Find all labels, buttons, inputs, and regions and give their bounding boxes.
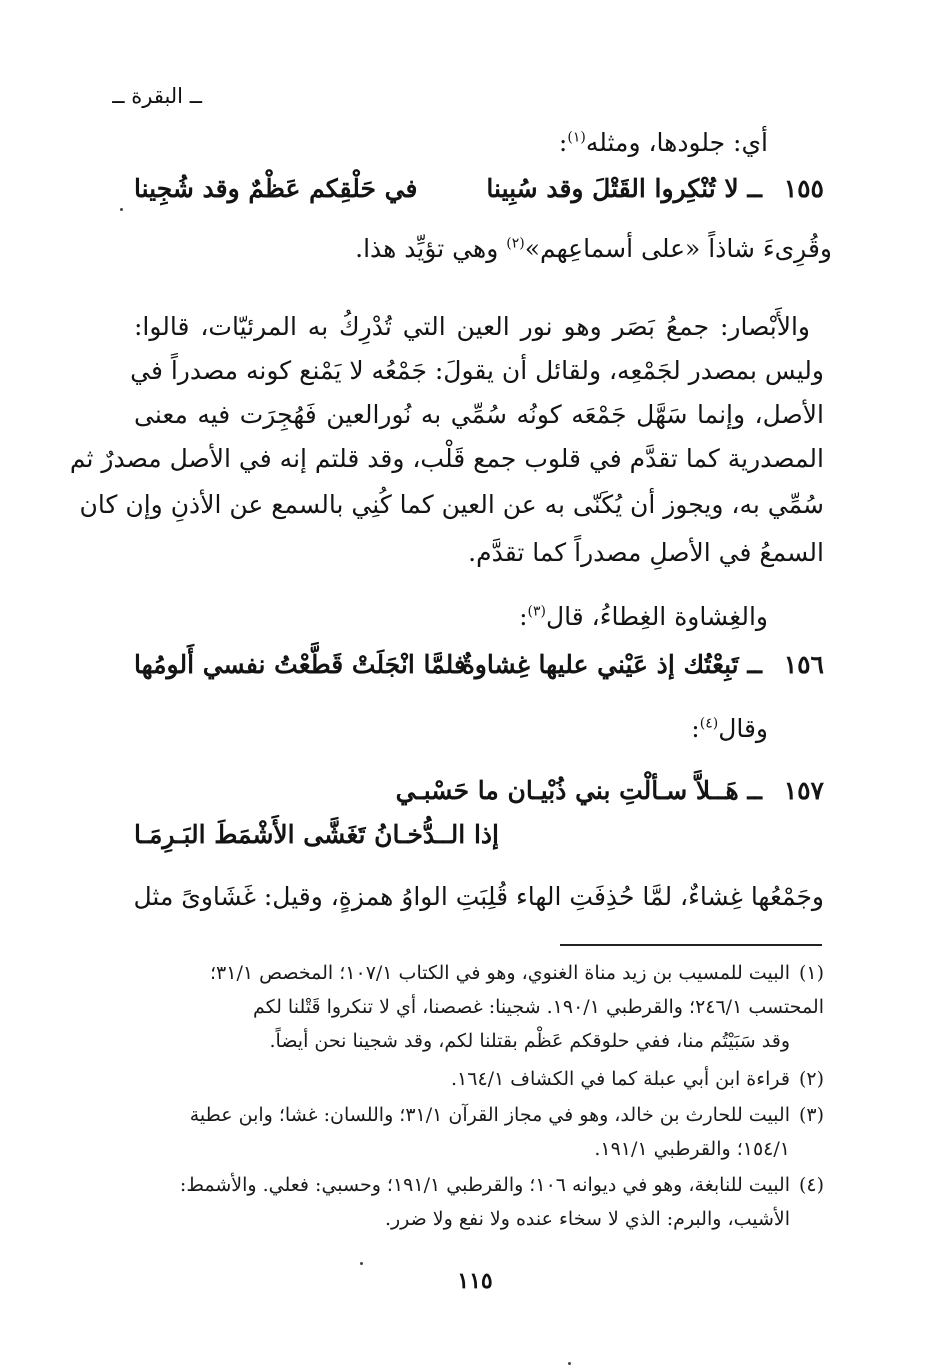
footnote-1-number: (١) — [798, 962, 824, 984]
qala-colon: : — [691, 714, 700, 743]
verse-157-first-line — [396, 774, 824, 808]
paragraph-line: وليس بمصدر لجَمْعِه، ولقائل أن يقولَ: جَمْعُه لا يَمْنع كونه مصدراً في — [130, 356, 824, 385]
paragraph-line: المصدرية كما تقدَّم في قلوب جمع قَلْب، وقد قلتم إنه في الأصل مصدرٌ ثم — [69, 444, 824, 473]
reading-note-end: وهي تؤيِّد هذا. — [355, 234, 499, 263]
footnote-4-number: (٤) — [798, 1174, 824, 1196]
page-number: ١١٥ — [457, 1268, 493, 1294]
running-header: ــ البقرة ــ — [112, 84, 202, 108]
footnote-4-text: البيت للنابغة، وهو في ديوانه ١٠٦؛ والقرطبي ١٩١/١؛ وحسبي: فعلي. والأشمط: — [179, 1174, 790, 1196]
scan-speck — [120, 208, 123, 211]
scan-speck — [568, 1362, 571, 1365]
verse-155-first-hemistich: ــ لا تُنْكِروا القَتْلَ وقد سُبِينا — [486, 174, 762, 203]
reading-note-line — [355, 232, 832, 266]
footnote-3-text: البيت للحارث بن خالد، وهو في مجاز القرآن ٣١/١؛ واللسان: غشا؛ وابن عطية — [189, 1104, 790, 1126]
verse-157-second-hemistich: إذا الــدُّخـانُ تَغَشَّى الأَشْمَطَ البَـرِمَـا — [134, 820, 499, 849]
footnote-3-number: (٣) — [798, 1104, 824, 1126]
footnote-2-line-1 — [451, 1064, 824, 1094]
scan-speck — [360, 1262, 363, 1265]
footnote-4-line-2: الأشيب، والبرم: الذي لا سخاء عنده ولا نفع ولا ضرر. — [384, 1208, 790, 1230]
intro-line — [559, 126, 768, 160]
footnote-ref-1[interactable]: (١) — [567, 129, 586, 146]
footnote-2-number: (٢) — [798, 1068, 824, 1090]
footnote-3-line-2: ١٥٤/١؛ والقرطبي ١٩١/١. — [594, 1138, 790, 1160]
reading-note-text: وقُرِىءَ شاذاً «على أسماعِهم» — [524, 234, 832, 263]
verse-155 — [134, 172, 824, 206]
qala-line — [691, 712, 768, 746]
footnote-1-text: البيت للمسيب بن زيد مناة الغنوي، وهو في الكتاب ١٠٧/١؛ المخصص ٣١/١؛ — [210, 962, 790, 984]
paragraph-line: الأصل، وإنما سَهَّل جَمْعَه كونُه سُمِّي به نُورالعين فَهُجِرَت فيه معنى — [134, 400, 824, 429]
paragraph-line: سُمِّي به، ويجوز أن يُكَنّى به عن العين كما كُنِي بالسمع عن الأذنِ وإن كان — [79, 490, 824, 519]
verse-156-second-hemistich: فلمَّا انْجَلَتْ قَطَّعْتُ نفسي أَلومُها — [134, 650, 466, 679]
footnote-1-line-2: المحتسب ٢٤٦/١؛ والقرطبي ١٩٠/١. شجينا: غصصنا، أي لا تنكروا قَتْلنا لكم — [252, 996, 824, 1018]
ghishawa-line — [519, 600, 768, 634]
verse-155-second-hemistich: في حَلْقِكم عَظْمٌ وقد شُجِينا — [134, 174, 418, 203]
footnote-ref-4[interactable]: (٤) — [699, 715, 719, 732]
verse-number-156: ١٥٦ — [783, 650, 824, 679]
footnote-separator — [560, 944, 822, 946]
verse-156-first-hemistich: ــ تَبِعْتُك إذ عَيْني عليها غِشاوةٌ — [461, 650, 762, 679]
verse-number-155: ١٥٥ — [783, 174, 824, 203]
paragraph-line: السمعُ في الأصلِ مصدراً كما تقدَّم. — [468, 538, 824, 567]
intro-text: أي: جلودها، ومثله — [585, 128, 768, 157]
footnote-4-line-1 — [180, 1170, 824, 1200]
verse-156 — [134, 648, 824, 682]
footnote-ref-2[interactable]: (٢) — [506, 235, 525, 252]
verse-number-157: ١٥٧ — [783, 776, 824, 805]
ghishawa-colon: : — [519, 602, 528, 631]
footnote-ref-3[interactable]: (٣) — [527, 603, 546, 620]
paragraph-line: والأَبْصار: جمعُ بَصَر وهو نور العين التي تُدْرِكُ به المرئيّات، قالوا: — [134, 312, 810, 341]
footnote-1-line-1 — [210, 958, 824, 988]
footnote-2-text: قراءة ابن أبي عبلة كما في الكشاف ١٦٤/١. — [450, 1068, 790, 1090]
paragraph-line: وجَمْعُها غِشاءٌ، لمَّا حُذِفَتِ الهاء قُلِبَتِ الواوُ همزةٍ، وقيل: غَشَاوىً مثل — [133, 882, 824, 911]
footnote-1-line-3: وقد سَبَيْتُم منا، ففي حلوقكم عَظْم بقتلنا لكم، وقد شجينا نحن أيضاً. — [269, 1030, 790, 1052]
intro-colon: : — [558, 128, 568, 157]
verse-157-first-hemistich: ــ هَــلاَّ سـألْتِ بني ذُبْيـان ما حَسْبـي — [395, 776, 762, 805]
footnote-3-line-1 — [190, 1100, 824, 1130]
qala-text: وقال — [718, 714, 768, 743]
ghishawa-text: والغِشاوة الغِطاءُ، قال — [546, 602, 768, 631]
